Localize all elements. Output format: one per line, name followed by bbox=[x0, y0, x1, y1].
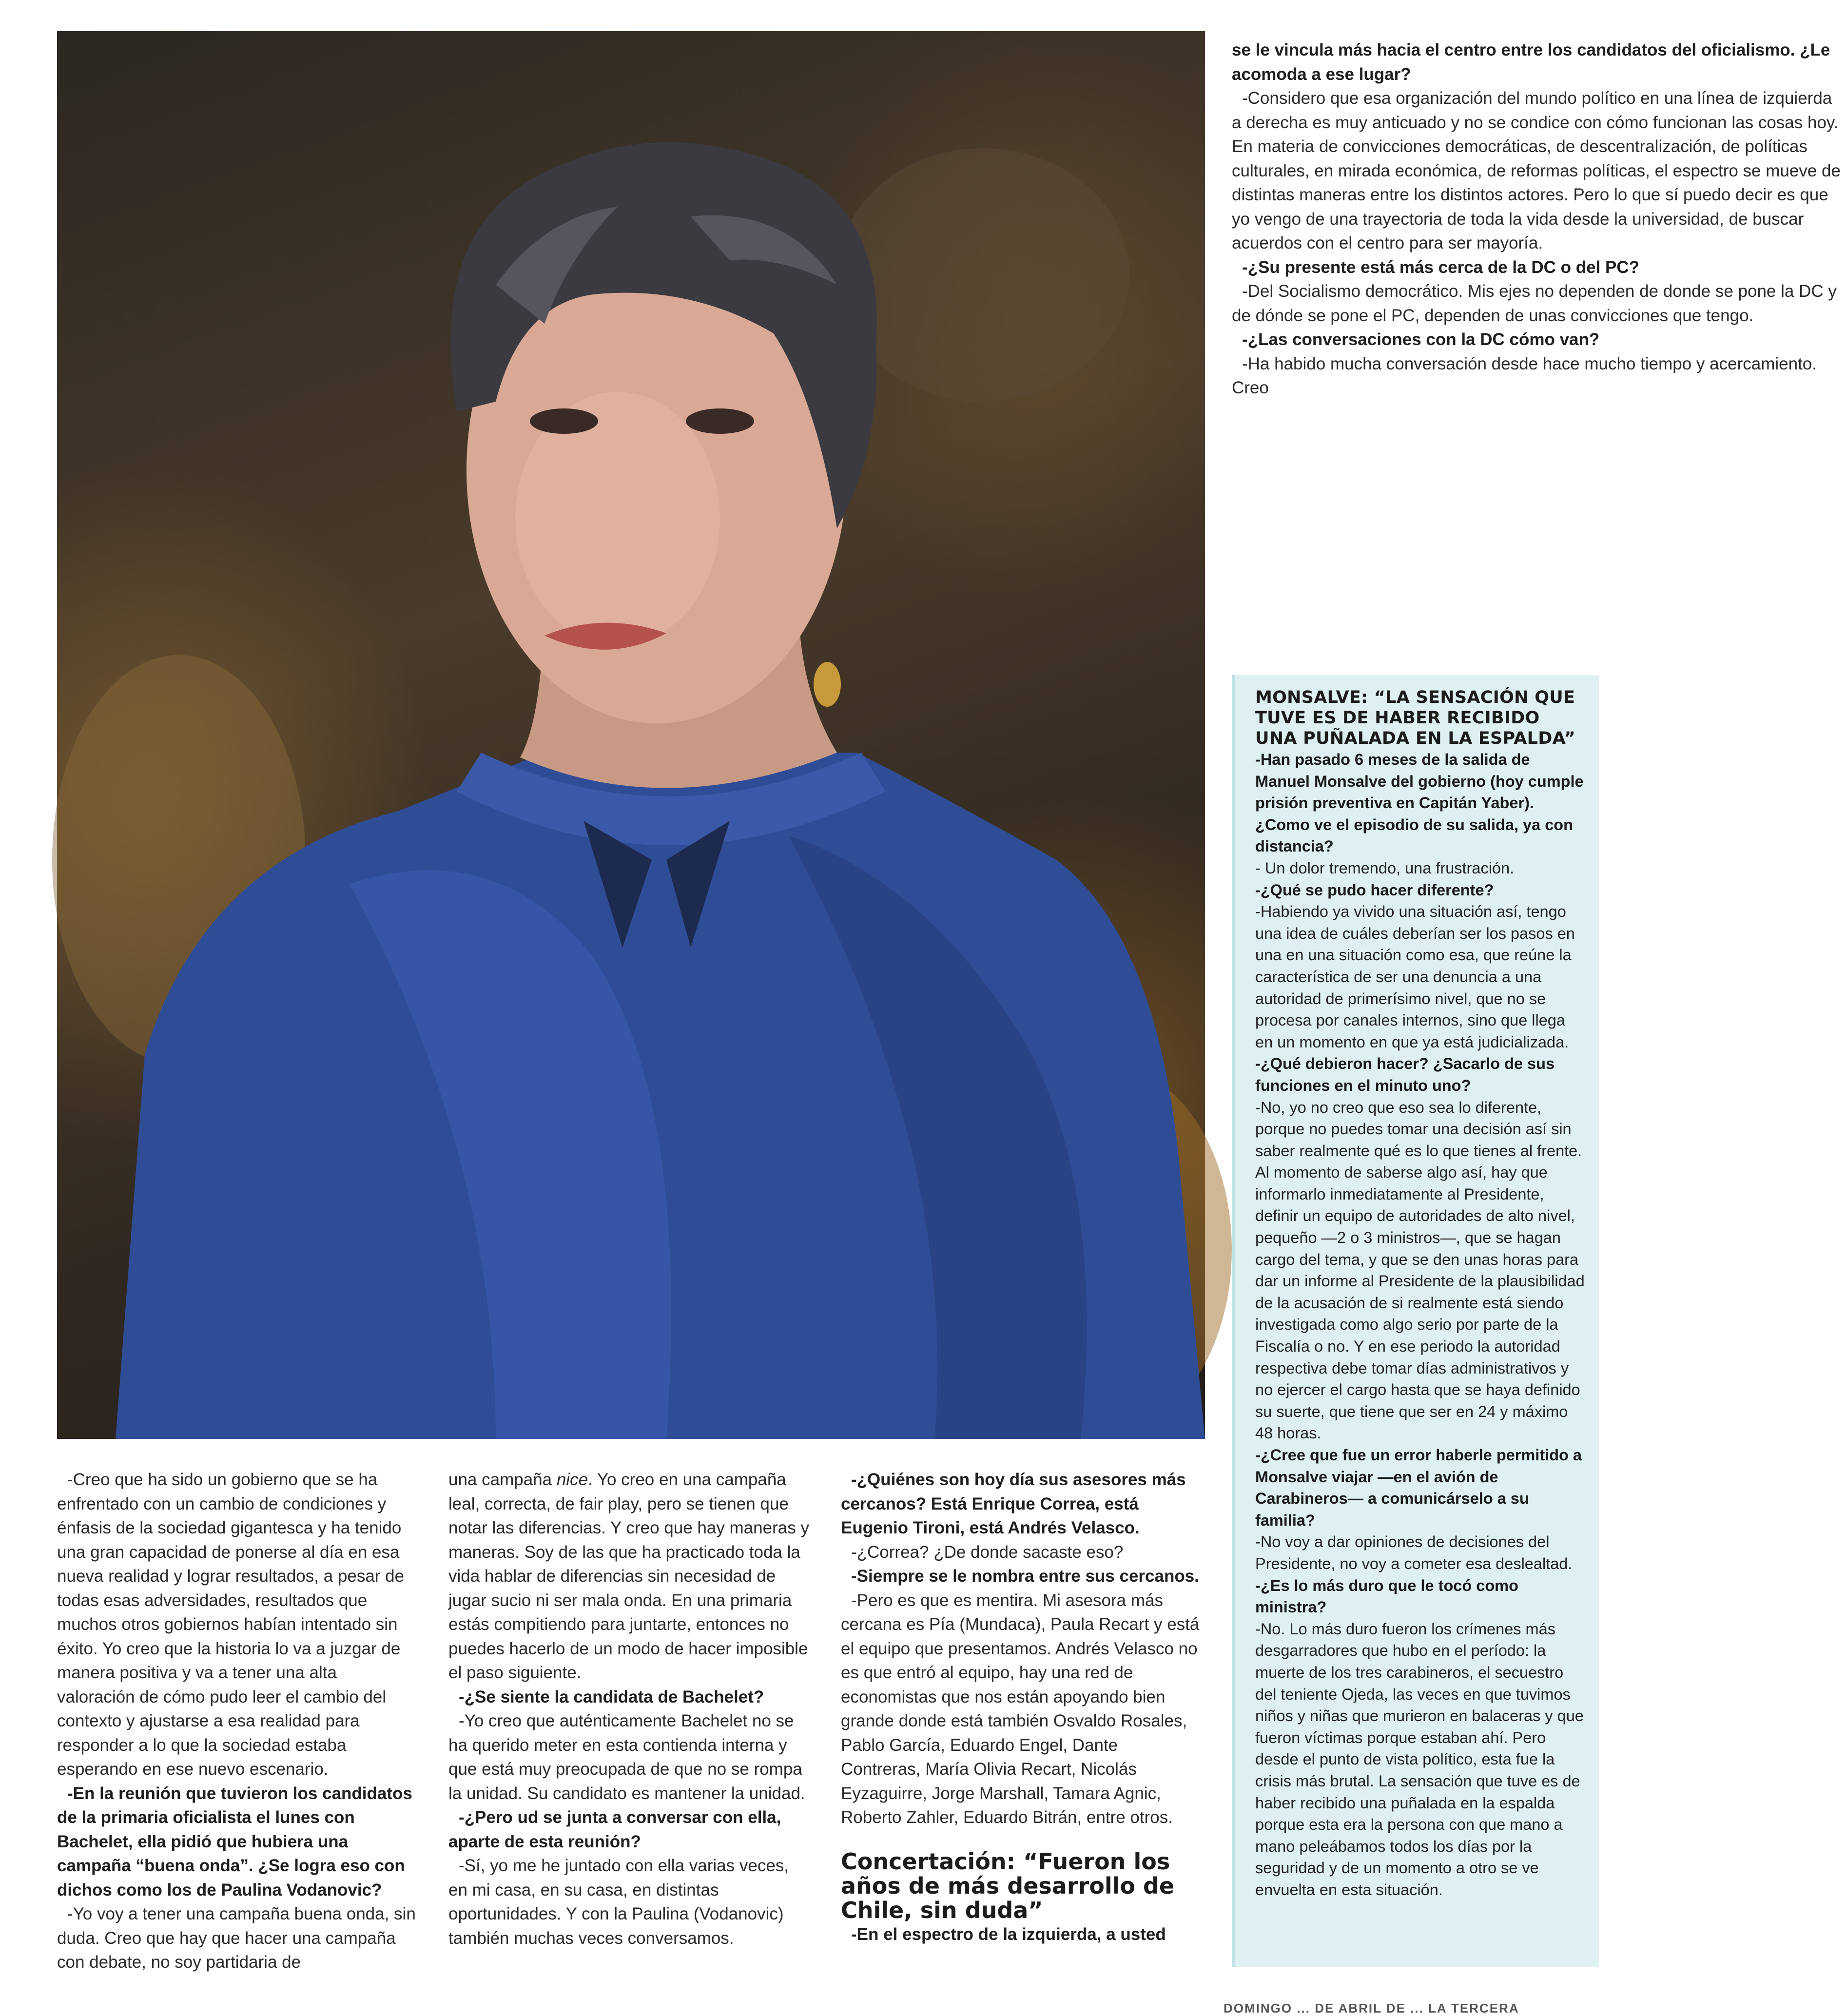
sidebar-answer: -No voy a dar opiniones de decisiones del Presidente, no voy a cometer esa deslealtad. bbox=[1255, 1533, 1573, 1572]
page-footer: DOMINGO ... DE ABRIL DE ... LA TERCERA bbox=[1224, 2001, 1519, 2016]
sidebar-answer: -Habiendo ya vivido una situación así, tengo una idea de cuáles deberían ser los pasos en una en una situación como esa, que reúne la característica de ser una denuncia a una autoridad de primerísimo nivel, que no se procesa por canales internos, sino que llega en un momento en que ya está judicializada. bbox=[1255, 903, 1575, 1051]
question: se le vincula más hacia el centro entre los candidatos del oficialismo. ¿Le acomoda a ese lugar? bbox=[1232, 40, 1830, 84]
question: -Siempre se le nombra entre sus cercanos. bbox=[851, 1567, 1199, 1586]
question: -En el espectro de la izquierda, a usted bbox=[851, 1924, 1166, 1944]
interview-column-b bbox=[448, 1468, 809, 1950]
answer: -Sí, yo me he juntado con ella varias veces, en mi casa, en su casa, en distintas oportunidades. Y con la Paulina (Vodanovic) también muchas veces conversamos. bbox=[448, 1856, 789, 1948]
answer: -Yo voy a tener una campaña buena onda, sin duda. Creo que hay que hacer una campaña con debate, no soy partidaria de bbox=[57, 1904, 416, 1972]
interview-column-a bbox=[57, 1468, 418, 1975]
interview-column-c bbox=[841, 1468, 1202, 1946]
portrait-illustration bbox=[57, 31, 1205, 1439]
portrait-photo bbox=[57, 31, 1205, 1439]
sidebar-question: -¿Qué se pudo hacer diferente? bbox=[1255, 881, 1494, 899]
answer: -Creo que ha sido un gobierno que se ha enfrentado con un cambio de condiciones y énfasis de la sociedad gigantesca y ha tenido una gran capacidad de ponerse al día en esa nueva realidad y lograr resultados, a pesar de todas esas adversidades, resultados que muchos otros gobiernos habían intentado sin éxito. Yo creo que la historia lo va a juzgar de manera positiva y va a tener una alta valoración de cómo pudo leer el cambio del contexto y ajustarse a esa realidad para responder a lo que la sociedad estaba esperando en ese nuevo escenario. bbox=[57, 1470, 405, 1779]
sidebar-question: -¿Es lo más duro que le tocó como ministra? bbox=[1255, 1576, 1518, 1616]
answer: -Considero que esa organización del mundo político en una línea de izquierda a derecha es muy anticuado y no se condice con cómo funcionan las cosas hoy. En materia de convicciones democráticas, de descentralización, de políticas culturales, en mirada económica, de reformas políticas, el espectro se mueve de distintas maneras entre los distintos actores. Pero lo que sí puedo decir es que yo vengo de una trayectoria de toda la vida desde la universidad, de buscar acuerdos con el centro para ser mayoría. bbox=[1232, 89, 1841, 252]
answer: -Yo creo que auténticamente Bachelet no se ha querido meter en esta contienda interna y que está muy preocupada de que no se rompa la unidad. Su candidato es mantener la unidad. bbox=[448, 1711, 805, 1803]
monsalve-sidebar-box bbox=[1232, 675, 1599, 1967]
answer: -Pero es que es mentira. Mi asesora más cercana es Pía (Mundaca), Paula Recart y está el equipo que presentamos. Andrés Velasco no es que entró al equipo, hay una red de economistas que nos están apoyando bien grande donde está también Osvaldo Rosales, Pablo García, Eduardo Engel, Dante Contreras, María Olivia Recart, Nicolás Eyzaguirre, Jorge Marshall, Tamara Agnic, Roberto Zahler, Eduardo Bitrán, entre otros. bbox=[841, 1590, 1200, 1827]
sidebar-answer: -No, yo no creo que eso sea lo diferente, porque no puedes tomar una decisión así sin saber realmente qué es lo que tienes al frente. Al momento de saberse algo así, hay que informarlo inmediatamente al Presidente, definir un equipo de autoridades de alto nivel, pequeño —2 o 3 ministros—, que se hagan cargo del tema, y que se den unas horas para dar un informe al Presidente de la plausibilidad de la acusación de si realmente está siendo investigada como algo serio por parte de la Fiscalía o no. Y en ese periodo la autoridad respectiva debe tomar días administrativos y no ejercer el cargo hasta que se haya definido su suerte, que tiene que ser en 24 y máximo 48 horas. bbox=[1255, 1098, 1585, 1442]
answer: -¿Correa? ¿De donde sacaste eso? bbox=[851, 1542, 1124, 1562]
question: -¿Su presente está más cerca de la DC o del PC? bbox=[1242, 257, 1640, 277]
sidebar-question: -Han pasado 6 meses de la salida de Manuel Monsalve del gobierno (hoy cumple prisión preventiva en Capitán Yaber). ¿Como ve el episodio de su salida, ya con distancia? bbox=[1255, 751, 1584, 855]
answer: -Del Socialismo democrático. Mis ejes no dependen de donde se pone la DC y de dónde se pone el PC, dependen de unas convicciones que tengo. bbox=[1232, 282, 1837, 325]
section-subheading: Concertación: “Fueron los años de más desarrollo de Chile, sin duda” bbox=[841, 1848, 1175, 1923]
answer: -Ha habido mucha conversación desde hace mucho tiempo y acercamiento. Creo bbox=[1232, 354, 1817, 397]
question: -¿Quiénes son hoy día sus asesores más cercanos? Está Enrique Correa, está Eugenio Tironi, está Andrés Velasco. bbox=[841, 1470, 1186, 1537]
emphasis-word: nice bbox=[556, 1470, 588, 1489]
sidebar-question: -¿Cree que fue un error haberle permitido a Monsalve viajar —en el avión de Carabineros— a comunicárselo a su familia? bbox=[1255, 1446, 1582, 1529]
answer-continued: una campaña nice. Yo creo en una campaña leal, correcta, de fair play, pero se tienen que notar las diferencias. Y creo que hay maneras y maneras. Soy de las que ha practicado toda la vida hablar de diferencias sin necesidad de jugar sucio ni ser mala onda. En una primaria estás compitiendo para juntarte, entonces no puedes hacerlo de un modo de hacer imposible el paso siguiente. bbox=[448, 1470, 809, 1682]
sidebar-answer: - Un dolor tremendo, una frustración. bbox=[1255, 859, 1515, 877]
sidebar-title: MONSALVE: “LA SENSACIÓN QUE TUVE ES DE HABER RECIBIDO UNA PUÑALADA EN LA ESPALDA” bbox=[1255, 688, 1576, 748]
question: -¿Las conversaciones con la DC cómo van? bbox=[1242, 330, 1600, 349]
question: -En la reunión que tuvieron los candidatos de la primaria oficialista el lunes con Bachelet, ella pidió que hubiera una campaña “buena onda”. ¿Se logra eso con dichos como los de Paulina Vodanovic? bbox=[57, 1783, 412, 1900]
question: -¿Se siente la candidata de Bachelet? bbox=[459, 1687, 764, 1706]
sidebar-question: -¿Qué debieron hacer? ¿Sacarlo de sus funciones en el minuto uno? bbox=[1255, 1055, 1555, 1094]
interview-column-right bbox=[1232, 38, 1846, 400]
question: -¿Pero ud se junta a conversar con ella, aparte de esta reunión? bbox=[448, 1808, 781, 1851]
sidebar-answer: -No. Lo más duro fueron los crímenes más desgarradores que hubo en el período: la muerte de los tres carabineros, el secuestro del teniente Ojeda, las veces en que tuvimos niños y niñas que murieron en balaceras y que fueron víctimas porque estaban ahí. Pero desde el punto de vista político, esta fue la crisis más brutal. La sensación que tuve es de haber recibido una puñalada en la espalda porque esta era la persona con que mano a mano peleábamos todos los días por la seguridad y de un momento a otro se ve envuelta en esta situación. bbox=[1255, 1620, 1584, 1899]
